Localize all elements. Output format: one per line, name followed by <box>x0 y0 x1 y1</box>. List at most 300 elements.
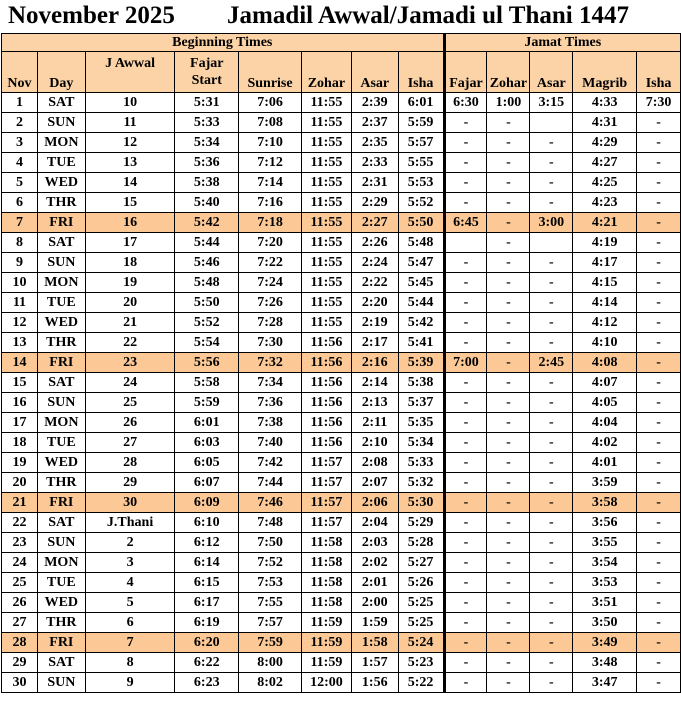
cell-hijri: 24 <box>85 373 175 393</box>
cell-j-magrib: 4:12 <box>573 313 637 333</box>
cell-j-isha: - <box>637 673 681 693</box>
jamat-times-header: Jamat Times <box>444 34 681 52</box>
cell-j-magrib: 4:02 <box>573 433 637 453</box>
cell-sunrise: 7:53 <box>239 573 302 593</box>
cell-j-magrib: 3:54 <box>573 553 637 573</box>
cell-fajar: 6:22 <box>175 653 239 673</box>
cell-j-fajar: - <box>444 653 487 673</box>
cell-nov: 23 <box>2 533 38 553</box>
cell-day: MON <box>37 553 85 573</box>
cell-j-fajar: - <box>444 333 487 353</box>
cell-zohar: 11:57 <box>301 453 351 473</box>
cell-j-magrib: 4:31 <box>573 113 637 133</box>
cell-hijri: 30 <box>85 493 175 513</box>
cell-zohar: 11:55 <box>301 293 351 313</box>
cell-j-fajar: - <box>444 573 487 593</box>
cell-j-zohar: 1:00 <box>487 93 530 113</box>
cell-sunrise: 7:10 <box>239 133 302 153</box>
cell-j-fajar: - <box>444 273 487 293</box>
cell-asar: 2:10 <box>351 433 398 453</box>
cell-j-asar <box>530 113 573 133</box>
cell-zohar: 11:55 <box>301 93 351 113</box>
cell-day: MON <box>37 413 85 433</box>
cell-j-magrib: 4:10 <box>573 333 637 353</box>
cell-j-zohar: - <box>487 373 530 393</box>
cell-isha: 5:57 <box>398 133 444 153</box>
cell-j-zohar: - <box>487 393 530 413</box>
cell-j-asar: - <box>530 673 573 693</box>
cell-sunrise: 7:42 <box>239 453 302 473</box>
cell-j-magrib: 3:50 <box>573 613 637 633</box>
table-row <box>2 513 681 533</box>
table-row <box>2 273 681 293</box>
table-row <box>2 653 681 673</box>
cell-j-fajar: - <box>444 533 487 553</box>
cell-j-zohar: - <box>487 133 530 153</box>
cell-j-fajar: - <box>444 153 487 173</box>
cell-zohar: 11:57 <box>301 493 351 513</box>
cell-isha: 5:28 <box>398 533 444 553</box>
cell-isha: 5:39 <box>398 353 444 373</box>
cell-zohar: 11:55 <box>301 153 351 173</box>
cell-hijri: 9 <box>85 673 175 693</box>
cell-day: WED <box>37 313 85 333</box>
cell-day: TUE <box>37 433 85 453</box>
cell-sunrise: 7:36 <box>239 393 302 413</box>
cell-isha: 5:32 <box>398 473 444 493</box>
cell-asar: 2:13 <box>351 393 398 413</box>
cell-j-zohar: - <box>487 673 530 693</box>
cell-j-zohar: - <box>487 493 530 513</box>
cell-hijri: 26 <box>85 413 175 433</box>
table-row <box>2 393 681 413</box>
cell-j-fajar: - <box>444 633 487 653</box>
cell-fajar: 5:56 <box>175 353 239 373</box>
cell-j-magrib: 3:56 <box>573 513 637 533</box>
cell-fajar: 5:54 <box>175 333 239 353</box>
cell-j-zohar: - <box>487 533 530 553</box>
cell-j-magrib: 3:58 <box>573 493 637 513</box>
cell-j-fajar: - <box>444 293 487 313</box>
table-row <box>2 213 681 233</box>
cell-asar: 2:24 <box>351 253 398 273</box>
cell-sunrise: 7:50 <box>239 533 302 553</box>
cell-day: TUE <box>37 573 85 593</box>
col-sunrise: Sunrise <box>239 52 302 93</box>
cell-sunrise: 8:02 <box>239 673 302 693</box>
cell-fajar: 5:50 <box>175 293 239 313</box>
cell-sunrise: 7:24 <box>239 273 302 293</box>
cell-j-asar: - <box>530 653 573 673</box>
cell-j-fajar: - <box>444 673 487 693</box>
cell-j-fajar: - <box>444 493 487 513</box>
cell-nov: 9 <box>2 253 38 273</box>
cell-nov: 8 <box>2 233 38 253</box>
table-row <box>2 153 681 173</box>
cell-j-isha: - <box>637 313 681 333</box>
cell-isha: 5:35 <box>398 413 444 433</box>
cell-isha: 5:50 <box>398 213 444 233</box>
cell-day: SUN <box>37 113 85 133</box>
cell-sunrise: 7:14 <box>239 173 302 193</box>
cell-fajar: 5:38 <box>175 173 239 193</box>
cell-nov: 2 <box>2 113 38 133</box>
cell-sunrise: 7:22 <box>239 253 302 273</box>
cell-isha: 5:25 <box>398 593 444 613</box>
cell-sunrise: 7:18 <box>239 213 302 233</box>
cell-j-zohar: - <box>487 333 530 353</box>
table-row <box>2 473 681 493</box>
cell-j-asar: - <box>530 153 573 173</box>
cell-day: MON <box>37 133 85 153</box>
cell-day: SUN <box>37 253 85 273</box>
cell-j-magrib: 4:14 <box>573 293 637 313</box>
table-row <box>2 493 681 513</box>
cell-j-zohar: - <box>487 453 530 473</box>
cell-asar: 2:27 <box>351 213 398 233</box>
cell-day: WED <box>37 593 85 613</box>
cell-j-zohar: - <box>487 593 530 613</box>
cell-j-zohar: - <box>487 213 530 233</box>
col-fajar-start <box>175 52 239 93</box>
cell-zohar: 11:55 <box>301 133 351 153</box>
cell-zohar: 11:56 <box>301 353 351 373</box>
cell-asar: 2:00 <box>351 593 398 613</box>
col-zohar: Zohar <box>301 52 351 93</box>
cell-isha: 5:25 <box>398 613 444 633</box>
cell-j-isha: - <box>637 273 681 293</box>
cell-j-fajar: - <box>444 473 487 493</box>
cell-j-magrib: 3:53 <box>573 573 637 593</box>
cell-j-fajar: - <box>444 113 487 133</box>
cell-hijri: 6 <box>85 613 175 633</box>
cell-day: SUN <box>37 393 85 413</box>
cell-j-fajar: - <box>444 253 487 273</box>
cell-asar: 1:59 <box>351 613 398 633</box>
cell-j-zohar: - <box>487 553 530 573</box>
table-row <box>2 293 681 313</box>
cell-j-asar: - <box>530 393 573 413</box>
table-row <box>2 173 681 193</box>
cell-j-magrib: 4:04 <box>573 413 637 433</box>
cell-zohar: 11:55 <box>301 213 351 233</box>
cell-hijri: 28 <box>85 453 175 473</box>
cell-j-asar: - <box>530 433 573 453</box>
cell-day: THR <box>37 473 85 493</box>
cell-asar: 2:14 <box>351 373 398 393</box>
cell-day: SAT <box>37 653 85 673</box>
cell-fajar: 6:17 <box>175 593 239 613</box>
cell-day: THR <box>37 193 85 213</box>
cell-fajar: 5:46 <box>175 253 239 273</box>
cell-j-zohar: - <box>487 153 530 173</box>
cell-sunrise: 7:57 <box>239 613 302 633</box>
cell-zohar: 11:59 <box>301 613 351 633</box>
table-row <box>2 633 681 653</box>
cell-j-asar: - <box>530 453 573 473</box>
cell-nov: 26 <box>2 593 38 613</box>
table-row <box>2 93 681 113</box>
cell-zohar: 11:58 <box>301 533 351 553</box>
cell-j-fajar: - <box>444 453 487 473</box>
cell-j-fajar: - <box>444 433 487 453</box>
cell-sunrise: 7:55 <box>239 593 302 613</box>
cell-j-isha: - <box>637 353 681 373</box>
cell-nov: 6 <box>2 193 38 213</box>
cell-asar: 2:29 <box>351 193 398 213</box>
cell-isha: 5:52 <box>398 193 444 213</box>
cell-day: MON <box>37 273 85 293</box>
cell-hijri: 11 <box>85 113 175 133</box>
cell-j-isha: - <box>637 573 681 593</box>
cell-nov: 19 <box>2 453 38 473</box>
table-row <box>2 413 681 433</box>
cell-asar: 2:31 <box>351 173 398 193</box>
cell-j-magrib: 4:21 <box>573 213 637 233</box>
cell-asar: 2:37 <box>351 113 398 133</box>
cell-j-magrib: 4:07 <box>573 373 637 393</box>
cell-j-fajar: - <box>444 513 487 533</box>
cell-zohar: 11:56 <box>301 413 351 433</box>
cell-j-zohar: - <box>487 313 530 333</box>
table-row <box>2 133 681 153</box>
cell-j-fajar: 7:00 <box>444 353 487 373</box>
cell-isha: 5:38 <box>398 373 444 393</box>
cell-isha: 5:45 <box>398 273 444 293</box>
cell-asar: 2:11 <box>351 413 398 433</box>
cell-j-fajar: - <box>444 313 487 333</box>
cell-j-isha: - <box>637 633 681 653</box>
cell-sunrise: 7:38 <box>239 413 302 433</box>
cell-j-magrib: 4:25 <box>573 173 637 193</box>
cell-j-isha: - <box>637 433 681 453</box>
cell-j-zohar: - <box>487 173 530 193</box>
cell-nov: 28 <box>2 633 38 653</box>
cell-nov: 11 <box>2 293 38 313</box>
cell-zohar: 11:56 <box>301 433 351 453</box>
cell-isha: 5:48 <box>398 233 444 253</box>
cell-zohar: 11:59 <box>301 633 351 653</box>
cell-j-magrib: 3:47 <box>573 673 637 693</box>
cell-isha: 5:41 <box>398 333 444 353</box>
cell-j-isha: - <box>637 213 681 233</box>
cell-zohar: 11:55 <box>301 173 351 193</box>
cell-j-fajar: - <box>444 173 487 193</box>
col-isha: Isha <box>398 52 444 93</box>
cell-j-isha: - <box>637 413 681 433</box>
cell-nov: 16 <box>2 393 38 413</box>
cell-asar: 2:26 <box>351 233 398 253</box>
cell-day: SAT <box>37 233 85 253</box>
cell-nov: 5 <box>2 173 38 193</box>
cell-nov: 20 <box>2 473 38 493</box>
cell-day: TUE <box>37 153 85 173</box>
cell-j-fajar: - <box>444 553 487 573</box>
col-jamat-magrib: Magrib <box>573 52 637 93</box>
cell-fajar: 6:05 <box>175 453 239 473</box>
cell-asar: 2:06 <box>351 493 398 513</box>
cell-asar: 2:35 <box>351 133 398 153</box>
cell-j-asar: - <box>530 573 573 593</box>
table-row <box>2 613 681 633</box>
cell-j-asar: - <box>530 293 573 313</box>
cell-nov: 29 <box>2 653 38 673</box>
cell-j-isha: - <box>637 653 681 673</box>
cell-hijri: 25 <box>85 393 175 413</box>
cell-zohar: 11:55 <box>301 253 351 273</box>
cell-j-zohar: - <box>487 573 530 593</box>
cell-fajar: 6:03 <box>175 433 239 453</box>
cell-hijri: 4 <box>85 573 175 593</box>
cell-j-zohar: - <box>487 193 530 213</box>
cell-j-asar <box>530 233 573 253</box>
cell-fajar: 6:07 <box>175 473 239 493</box>
cell-fajar: 6:14 <box>175 553 239 573</box>
cell-sunrise: 7:44 <box>239 473 302 493</box>
cell-j-isha: - <box>637 533 681 553</box>
cell-day: FRI <box>37 353 85 373</box>
cell-nov: 21 <box>2 493 38 513</box>
cell-j-asar: - <box>530 593 573 613</box>
cell-j-isha: - <box>637 613 681 633</box>
cell-day: THR <box>37 613 85 633</box>
title-bar <box>0 0 681 33</box>
cell-day: FRI <box>37 213 85 233</box>
cell-j-asar: 2:45 <box>530 353 573 373</box>
timetable-body <box>2 93 681 693</box>
cell-j-zohar: - <box>487 353 530 373</box>
cell-nov: 13 <box>2 333 38 353</box>
cell-asar: 2:33 <box>351 153 398 173</box>
cell-zohar: 11:56 <box>301 373 351 393</box>
cell-j-fajar <box>444 233 487 253</box>
beginning-times-header: Beginning Times <box>2 34 445 52</box>
cell-zohar: 11:58 <box>301 593 351 613</box>
cell-j-magrib: 4:19 <box>573 233 637 253</box>
col-jamat-asar: Asar <box>530 52 573 93</box>
cell-fajar: 5:59 <box>175 393 239 413</box>
cell-isha: 5:44 <box>398 293 444 313</box>
cell-zohar: 11:59 <box>301 653 351 673</box>
cell-fajar: 5:36 <box>175 153 239 173</box>
cell-fajar: 5:31 <box>175 93 239 113</box>
cell-nov: 4 <box>2 153 38 173</box>
cell-hijri: 10 <box>85 93 175 113</box>
cell-j-isha: - <box>637 593 681 613</box>
cell-j-isha: - <box>637 173 681 193</box>
cell-j-isha: - <box>637 293 681 313</box>
cell-sunrise: 7:46 <box>239 493 302 513</box>
cell-j-zohar: - <box>487 273 530 293</box>
table-row <box>2 533 681 553</box>
cell-isha: 5:29 <box>398 513 444 533</box>
cell-asar: 2:20 <box>351 293 398 313</box>
cell-isha: 5:33 <box>398 453 444 473</box>
cell-j-fajar: - <box>444 593 487 613</box>
table-row <box>2 353 681 373</box>
cell-j-fajar: - <box>444 393 487 413</box>
cell-j-magrib: 4:17 <box>573 253 637 273</box>
cell-hijri: 3 <box>85 553 175 573</box>
cell-j-asar: - <box>530 313 573 333</box>
cell-zohar: 11:55 <box>301 113 351 133</box>
cell-j-fajar: - <box>444 193 487 213</box>
cell-day: SUN <box>37 533 85 553</box>
cell-fajar: 5:40 <box>175 193 239 213</box>
cell-fajar: 6:23 <box>175 673 239 693</box>
cell-isha: 6:01 <box>398 93 444 113</box>
cell-j-asar: - <box>530 513 573 533</box>
cell-hijri: 22 <box>85 333 175 353</box>
cell-isha: 5:55 <box>398 153 444 173</box>
cell-asar: 1:58 <box>351 633 398 653</box>
cell-j-zohar: - <box>487 253 530 273</box>
table-row <box>2 433 681 453</box>
cell-isha: 5:42 <box>398 313 444 333</box>
cell-asar: 2:19 <box>351 313 398 333</box>
cell-day: SUN <box>37 673 85 693</box>
cell-j-zohar: - <box>487 473 530 493</box>
cell-zohar: 11:58 <box>301 553 351 573</box>
cell-j-isha: 7:30 <box>637 93 681 113</box>
cell-fajar: 5:58 <box>175 373 239 393</box>
cell-j-asar: - <box>530 333 573 353</box>
cell-fajar: 6:10 <box>175 513 239 533</box>
cell-j-isha: - <box>637 193 681 213</box>
cell-zohar: 11:56 <box>301 393 351 413</box>
cell-fajar: 6:09 <box>175 493 239 513</box>
cell-nov: 15 <box>2 373 38 393</box>
cell-fajar: 6:01 <box>175 413 239 433</box>
cell-day: SAT <box>37 513 85 533</box>
cell-fajar: 6:19 <box>175 613 239 633</box>
col-nov: Nov <box>2 52 38 93</box>
cell-nov: 27 <box>2 613 38 633</box>
cell-fajar: 5:44 <box>175 233 239 253</box>
cell-isha: 5:26 <box>398 573 444 593</box>
cell-hijri: 15 <box>85 193 175 213</box>
cell-nov: 12 <box>2 313 38 333</box>
cell-nov: 30 <box>2 673 38 693</box>
cell-zohar: 11:55 <box>301 273 351 293</box>
cell-day: TUE <box>37 293 85 313</box>
cell-sunrise: 7:30 <box>239 333 302 353</box>
cell-zohar: 11:55 <box>301 193 351 213</box>
cell-sunrise: 7:40 <box>239 433 302 453</box>
cell-zohar: 11:55 <box>301 313 351 333</box>
cell-asar: 2:02 <box>351 553 398 573</box>
cell-asar: 2:03 <box>351 533 398 553</box>
table-row <box>2 673 681 693</box>
cell-j-magrib: 3:49 <box>573 633 637 653</box>
cell-j-asar: - <box>530 173 573 193</box>
cell-asar: 2:22 <box>351 273 398 293</box>
cell-hijri: 8 <box>85 653 175 673</box>
cell-hijri: 2 <box>85 533 175 553</box>
cell-sunrise: 7:34 <box>239 373 302 393</box>
cell-asar: 2:39 <box>351 93 398 113</box>
cell-hijri: 29 <box>85 473 175 493</box>
cell-j-magrib: 4:15 <box>573 273 637 293</box>
cell-hijri: 27 <box>85 433 175 453</box>
cell-j-zohar: - <box>487 433 530 453</box>
col-jamat-zohar: Zohar <box>487 52 530 93</box>
table-row <box>2 373 681 393</box>
table-row <box>2 113 681 133</box>
cell-fajar: 5:52 <box>175 313 239 333</box>
cell-j-magrib: 4:08 <box>573 353 637 373</box>
cell-sunrise: 7:06 <box>239 93 302 113</box>
